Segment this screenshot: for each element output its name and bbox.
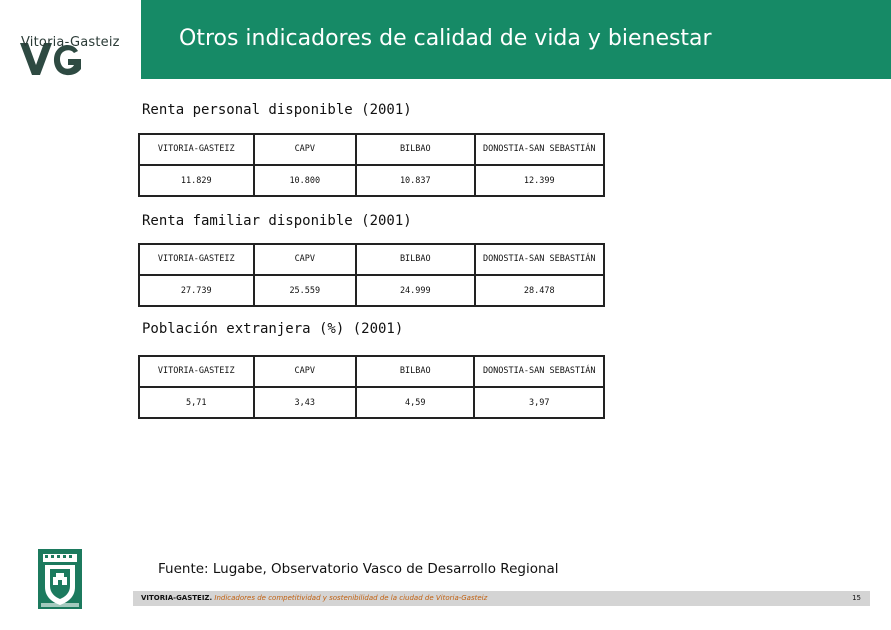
header-bar: [141, 0, 891, 79]
table-cell: 10.800: [254, 165, 357, 196]
section-title-poblacion-extranjera: Población extranjera (%) (2001): [142, 321, 404, 337]
table-renta-personal: [138, 133, 605, 197]
source-note: Fuente: Lugabe, Observatorio Vasco de Desarrollo Regional: [158, 561, 559, 577]
column-header: VITORIA-GASTEIZ: [139, 134, 254, 165]
table-row: [139, 275, 604, 306]
column-header: BILBAO: [356, 244, 474, 275]
table-header-row: [139, 244, 604, 275]
column-header: CAPV: [254, 356, 356, 387]
column-header: VITORIA-GASTEIZ: [139, 356, 254, 387]
logo-text: Vitoria-Gasteiz: [21, 35, 120, 50]
table-cell: 25.559: [254, 275, 357, 306]
table-cell: 4,59: [356, 387, 474, 418]
footer-text: Indicadores de competitividad y sostenibilidad de la ciudad de Vitoria-Gasteiz: [214, 594, 488, 602]
table-renta-familiar: [138, 243, 605, 307]
table-cell: 24.999: [356, 275, 474, 306]
table-cell: 3,43: [254, 387, 356, 418]
column-header: CAPV: [254, 244, 357, 275]
vitoria-gasteiz-logo: [18, 30, 133, 78]
table-header-row: [139, 134, 604, 165]
column-header: VITORIA-GASTEIZ: [139, 244, 254, 275]
page-title: Otros indicadores de calidad de vida y bienestar: [179, 26, 712, 51]
section-title-renta-personal: Renta personal disponible (2001): [142, 102, 412, 118]
column-header: DONOSTIA-SAN SEBASTIÁN: [475, 134, 604, 165]
column-header: BILBAO: [356, 134, 474, 165]
column-header: BILBAO: [356, 356, 474, 387]
footer-bar: [133, 591, 870, 606]
table-cell: 5,71: [139, 387, 254, 418]
city-crest-icon: [38, 549, 82, 609]
footer-city: VITORIA-GASTEIZ.: [141, 594, 213, 602]
column-header: CAPV: [254, 134, 357, 165]
section-title-renta-familiar: Renta familiar disponible (2001): [142, 213, 412, 229]
table-header-row: [139, 356, 604, 387]
page-number: 15: [852, 594, 861, 602]
table-cell: 10.837: [356, 165, 474, 196]
table-cell: 11.829: [139, 165, 254, 196]
column-header: DONOSTIA-SAN SEBASTIÁN: [475, 244, 604, 275]
table-cell: 12.399: [475, 165, 604, 196]
table-cell: 28.478: [475, 275, 604, 306]
table-row: [139, 165, 604, 196]
table-row: [139, 387, 604, 418]
footer-caption: [141, 594, 487, 602]
table-poblacion-extranjera: [138, 355, 605, 419]
column-header: DONOSTIA-SAN SEBASTIÁN: [474, 356, 604, 387]
table-cell: 3,97: [474, 387, 604, 418]
table-cell: 27.739: [139, 275, 254, 306]
